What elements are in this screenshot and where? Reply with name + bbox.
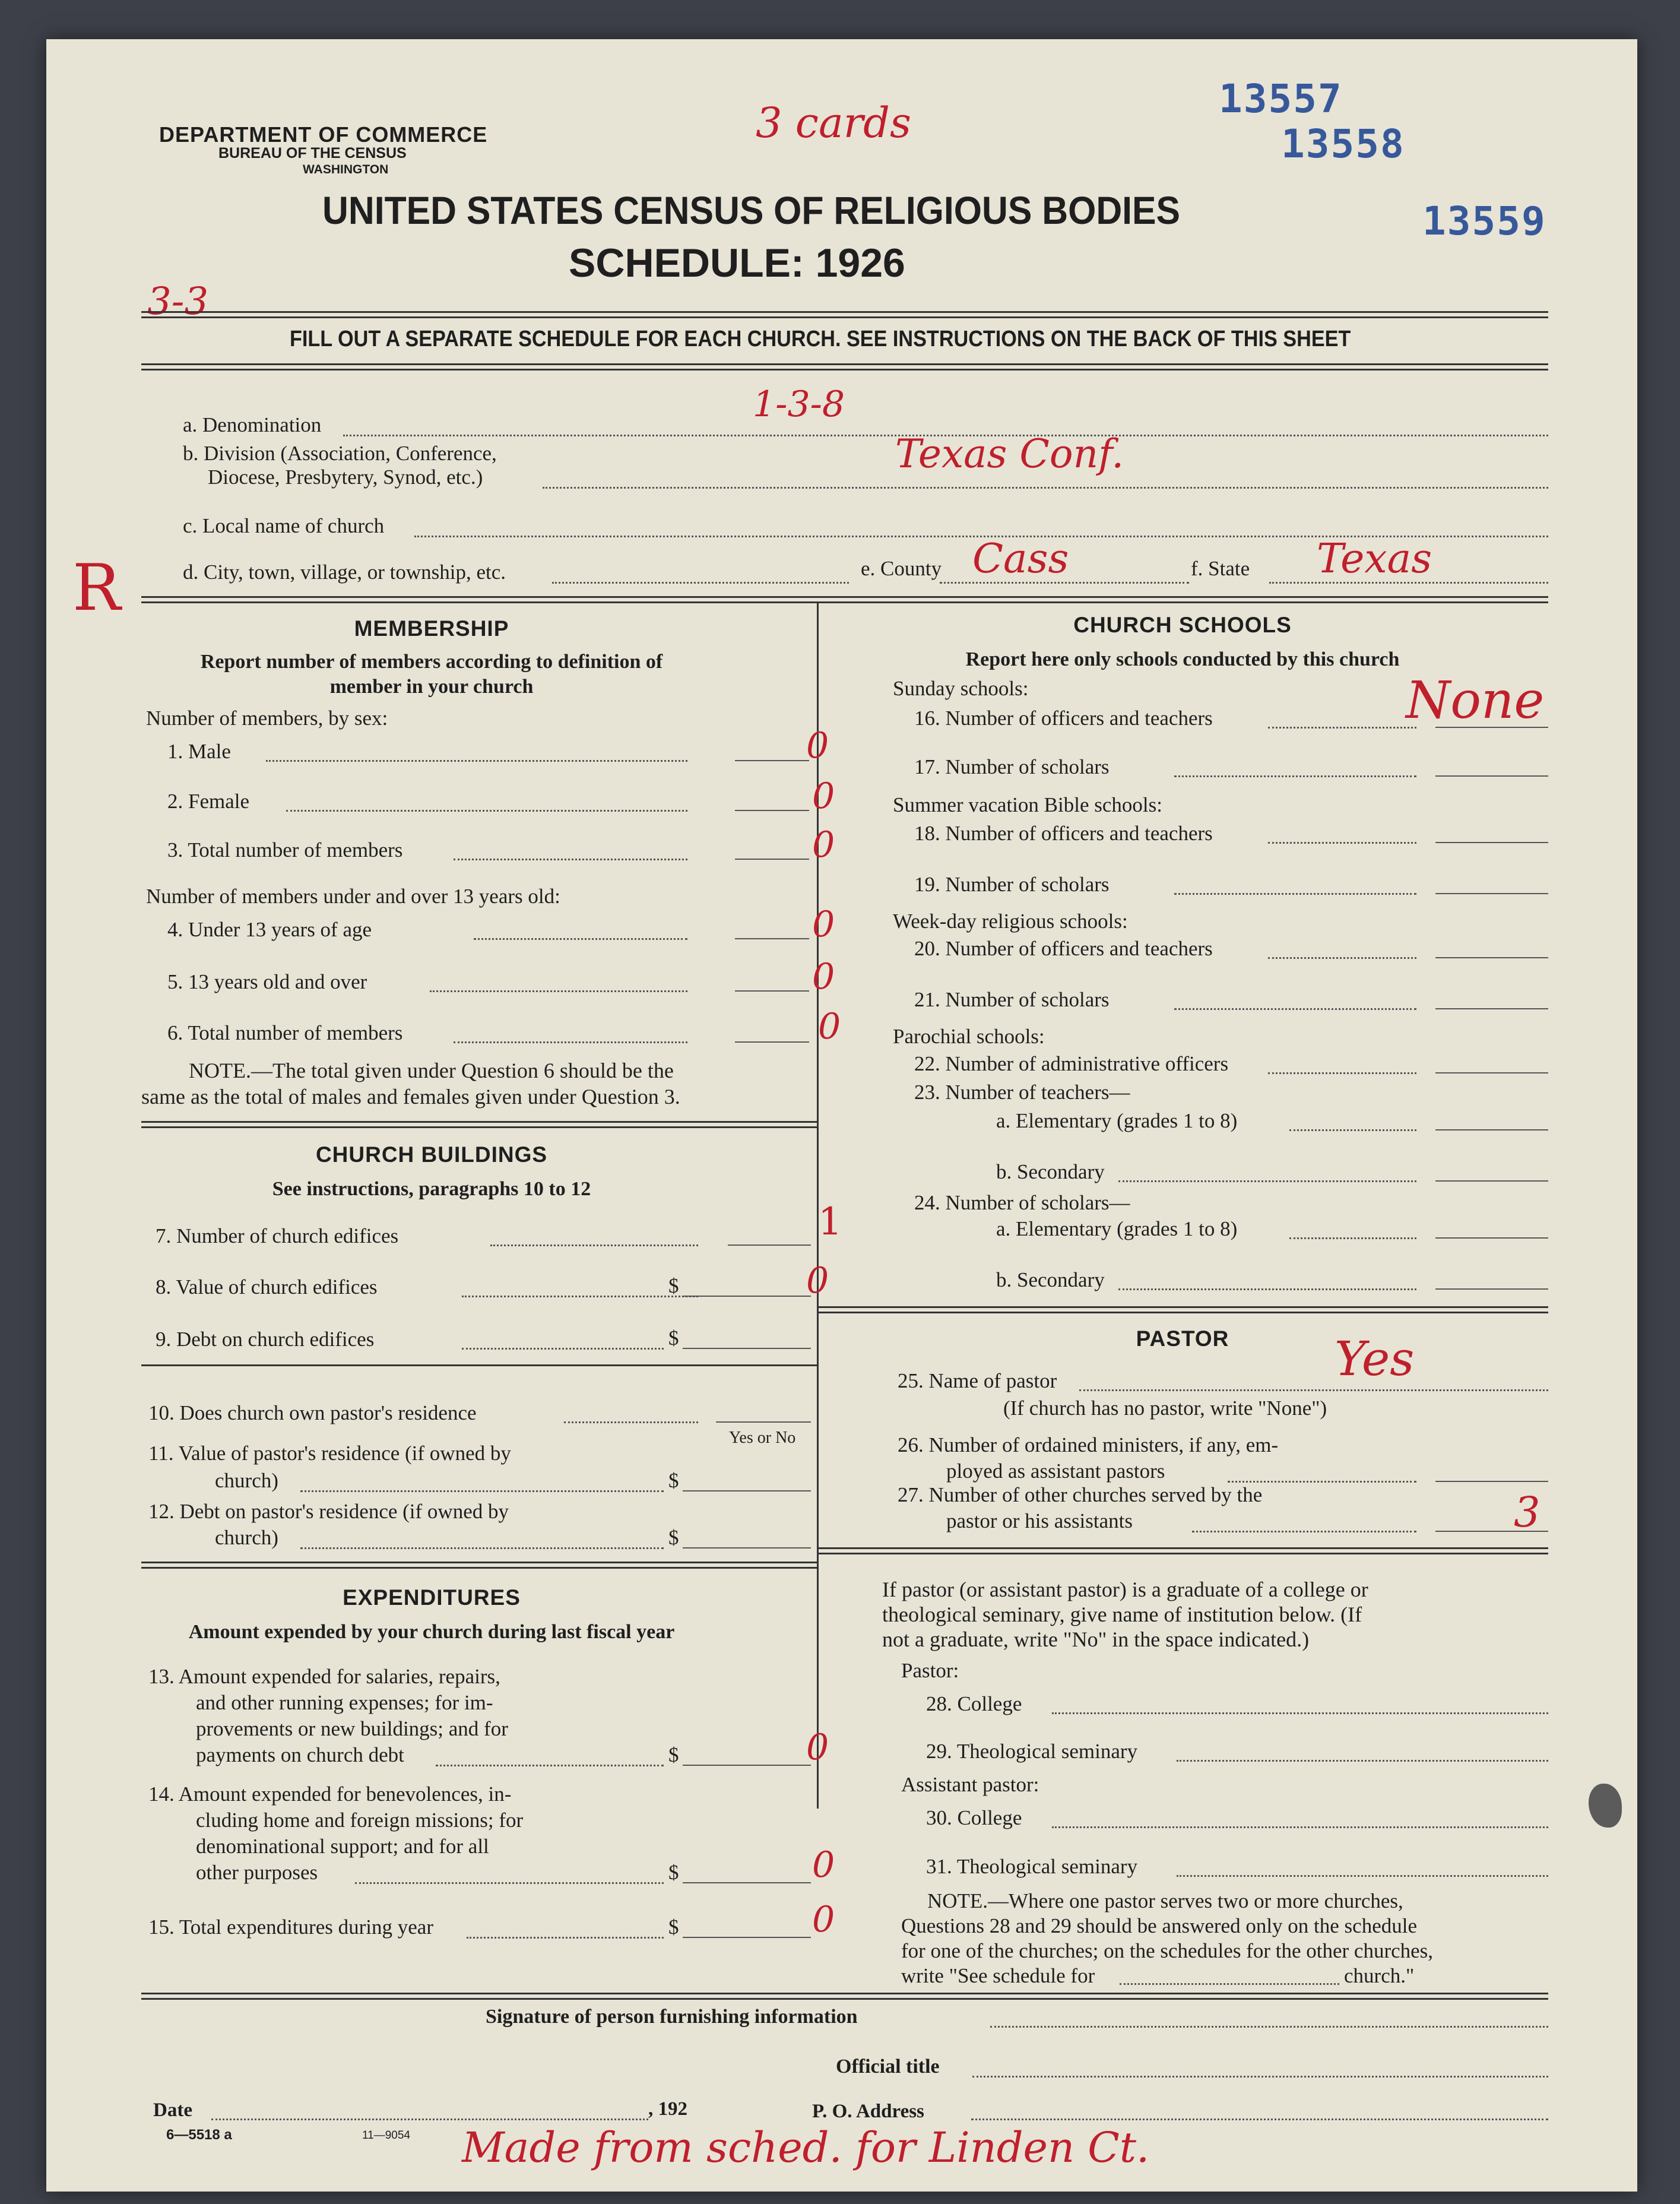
rule <box>817 1306 1548 1313</box>
q7-dots <box>490 1244 698 1246</box>
q24b-dots <box>1118 1288 1416 1290</box>
form-number: 6—5518 a <box>166 2127 232 2143</box>
q6-label: 6. Total number of members <box>167 1021 403 1044</box>
q26-dots <box>1228 1481 1416 1483</box>
q15-label: 15. Total expenditures during year <box>148 1915 433 1939</box>
q21-dots <box>1174 1008 1416 1010</box>
q7-answer-line <box>728 1244 811 1246</box>
q11-dollar: $ <box>668 1469 679 1492</box>
rule <box>141 1562 817 1569</box>
pastor-note-end: church." <box>1344 1964 1415 1987</box>
city-field-line[interactable] <box>552 582 849 584</box>
q24a-dots <box>1289 1237 1416 1239</box>
form-title: UNITED STATES CENSUS OF RELIGIOUS BODIES <box>322 188 1181 232</box>
by-age-label: Number of members under and over 13 years old: <box>146 885 560 908</box>
q12-dollar: $ <box>668 1526 679 1549</box>
rule <box>141 1121 817 1128</box>
pastor-note-cont-1: Questions 28 and 29 should be answered only on the schedule <box>901 1914 1418 1937</box>
q13-value[interactable]: 0 <box>806 1727 829 1768</box>
denomination-label: a. Denomination <box>183 413 322 436</box>
division-line <box>543 487 1548 489</box>
department-label: DEPARTMENT OF COMMERCE <box>159 122 488 147</box>
q12-answer-line[interactable] <box>683 1547 811 1548</box>
q28-label: 28. College <box>926 1692 1022 1715</box>
q3-label: 3. Total number of members <box>167 838 403 862</box>
q23b-answer-line[interactable] <box>1435 1180 1548 1182</box>
q8-dots <box>462 1296 698 1297</box>
membership-intro: Report number of members according to definition of <box>200 651 663 673</box>
q30-label: 30. College <box>926 1806 1022 1829</box>
q9-dollar: $ <box>668 1326 679 1350</box>
q4-dots <box>474 938 687 940</box>
q11-label: 11. Value of pastor's residence (if owned by <box>148 1442 511 1465</box>
see-schedule-line[interactable] <box>1120 1983 1339 1985</box>
q4-value[interactable]: 0 <box>812 904 835 945</box>
signature-line[interactable] <box>990 2026 1548 2028</box>
q24-label: 24. Number of scholars— <box>914 1191 1130 1214</box>
q14-dots <box>355 1882 664 1884</box>
form-subtitle: SCHEDULE: 1926 <box>569 240 905 286</box>
q1-value[interactable]: 0 <box>806 725 829 767</box>
q20-answer-line[interactable] <box>1435 957 1548 958</box>
code-note: 3-3 <box>147 280 209 324</box>
membership-note: NOTE.—The total given under Question 6 should be the <box>189 1059 674 1082</box>
q24a-label: a. Elementary (grades 1 to 8) <box>996 1217 1238 1240</box>
q19-answer-line[interactable] <box>1435 893 1548 894</box>
q25-note: (If church has no pastor, write "None") <box>1003 1396 1327 1420</box>
q29-line[interactable] <box>1177 1760 1548 1762</box>
pastor-heading: PASTOR <box>1136 1326 1229 1351</box>
q2-dots <box>286 810 687 812</box>
schools-heading: CHURCH SCHOOLS <box>1073 613 1292 637</box>
paper-damage-spot <box>1589 1784 1622 1828</box>
q7-label: 7. Number of church edifices <box>156 1224 399 1247</box>
q6-value[interactable]: 0 <box>818 1006 841 1047</box>
q6-dots <box>454 1041 687 1043</box>
q1-label: 1. Male <box>167 740 231 763</box>
q23-label: 23. Number of teachers— <box>914 1081 1130 1104</box>
assistant-sub-label: Assistant pastor: <box>901 1773 1039 1796</box>
q11-label-cont: church) <box>215 1469 278 1492</box>
q22-label: 22. Number of administrative officers <box>914 1052 1229 1075</box>
expenditures-sub: Amount expended by your church during last fiscal year <box>188 1621 675 1643</box>
q25-line <box>1079 1389 1548 1391</box>
q12-dots <box>300 1547 664 1549</box>
q3-answer-line <box>735 859 809 860</box>
q17-label: 17. Number of scholars <box>914 755 1110 778</box>
rule <box>817 1547 1548 1554</box>
q14-label-cont-2: denominational support; and for all <box>196 1835 489 1858</box>
division-label-cont: Diocese, Presbytery, Synod, etc.) <box>208 466 483 489</box>
membership-note-cont: same as the total of males and females given under Question 3. <box>141 1085 680 1109</box>
rule <box>141 1993 1548 2000</box>
q11-answer-line[interactable] <box>683 1490 811 1492</box>
q20-label: 20. Number of officers and teachers <box>914 937 1213 960</box>
q27-dots <box>1192 1531 1416 1532</box>
census-schedule-sheet <box>46 39 1637 2192</box>
q9-dots <box>462 1348 664 1350</box>
q24a-answer-line[interactable] <box>1435 1237 1548 1239</box>
sunday-label: Sunday schools: <box>893 677 1029 700</box>
q20-dots <box>1268 957 1416 959</box>
instruction-banner: FILL OUT A SEPARATE SCHEDULE FOR EACH CHURCH. SEE INSTRUCTIONS ON THE BACK OF THIS SHEET <box>290 327 1351 352</box>
stamp-number-2: 13558 <box>1281 121 1405 167</box>
q13-label-cont-1: and other running expenses; for im- <box>196 1691 493 1714</box>
q16-label: 16. Number of officers and teachers <box>914 707 1213 730</box>
parochial-label: Parochial schools: <box>893 1025 1045 1048</box>
county-value[interactable]: Cass <box>972 536 1069 582</box>
q24b-answer-line[interactable] <box>1435 1288 1548 1290</box>
q23a-label: a. Elementary (grades 1 to 8) <box>996 1109 1238 1132</box>
bureau-label: BUREAU OF THE CENSUS <box>218 145 407 162</box>
q14-label-cont-1: cluding home and foreign missions; for <box>196 1809 524 1832</box>
q5-value[interactable]: 0 <box>812 956 835 998</box>
rule <box>141 1364 817 1366</box>
signature-label: Signature of person furnishing information <box>486 2006 858 2028</box>
q21-answer-line[interactable] <box>1435 1008 1548 1009</box>
q4-answer-line <box>735 938 809 939</box>
review-mark: R <box>72 551 121 625</box>
church-name-label: c. Local name of church <box>183 514 385 537</box>
po-address-line[interactable] <box>971 2118 1548 2120</box>
state-label: f. State <box>1191 557 1250 580</box>
q2-label: 2. Female <box>167 790 250 813</box>
q25-value[interactable]: Yes <box>1335 1331 1415 1386</box>
q14-answer-line <box>683 1882 811 1883</box>
official-title-line[interactable] <box>972 2076 1548 2078</box>
q2-answer-line <box>735 810 809 811</box>
q5-answer-line <box>735 990 809 992</box>
q13-dollar: $ <box>668 1743 679 1766</box>
q21-label: 21. Number of scholars <box>914 988 1110 1011</box>
q30-line[interactable] <box>1052 1826 1548 1828</box>
q7-value[interactable]: 1 <box>818 1200 842 1244</box>
pastor-note-cont-3: write "See schedule for <box>901 1964 1095 1987</box>
q1-answer-line <box>735 760 809 761</box>
q18-dots <box>1268 842 1416 844</box>
pastor-note-cont-2: for one of the churches; on the schedules for the other churches, <box>901 1939 1434 1962</box>
q31-label: 31. Theological seminary <box>926 1855 1138 1878</box>
q12-label-cont: church) <box>215 1526 278 1549</box>
official-title-label: Official title <box>836 2056 940 2078</box>
q8-answer-line <box>683 1296 811 1297</box>
denomination-value[interactable]: 1-3-8 <box>753 384 845 425</box>
city-label: WASHINGTON <box>303 163 389 176</box>
q13-dots <box>436 1765 664 1766</box>
q14-label: 14. Amount expended for benevolences, in- <box>148 1782 512 1806</box>
q2-value[interactable]: 0 <box>812 775 835 817</box>
q27-label-cont: pastor or his assistants <box>946 1509 1133 1532</box>
weekday-label: Week-day religious schools: <box>893 910 1128 933</box>
q31-line[interactable] <box>1177 1875 1548 1877</box>
rule <box>141 363 1548 370</box>
cards-note: 3 cards <box>756 99 911 147</box>
date-label: Date <box>153 2100 192 2121</box>
q27-label: 27. Number of other churches served by the <box>898 1483 1263 1506</box>
q11-dots <box>300 1490 664 1492</box>
expenditures-heading: EXPENDITURES <box>343 1585 521 1610</box>
stamp-number-3: 13559 <box>1422 198 1546 244</box>
print-number: 11—9054 <box>362 2129 410 2142</box>
q18-label: 18. Number of officers and teachers <box>914 822 1213 845</box>
graduate-instructions-cont-1: theological seminary, give name of institution below. (If <box>882 1603 1362 1626</box>
q10-dots <box>564 1421 698 1423</box>
q8-label: 8. Value of church edifices <box>156 1275 378 1299</box>
handwritten-footer-note: Made from sched. for Linden Ct. <box>462 2123 1150 2172</box>
division-value[interactable]: Texas Conf. <box>895 431 1124 477</box>
q14-label-cont-3: other purposes <box>196 1861 318 1884</box>
q23b-dots <box>1118 1180 1416 1182</box>
q3-value[interactable]: 0 <box>812 824 835 866</box>
q15-value[interactable]: 0 <box>812 1899 835 1940</box>
date-year-label: , 192 <box>648 2098 687 2120</box>
by-sex-label: Number of members, by sex: <box>146 707 388 730</box>
q22-answer-line[interactable] <box>1435 1072 1548 1074</box>
q1-dots <box>266 760 687 762</box>
q8-dollar: $ <box>668 1274 679 1297</box>
q3-dots <box>454 859 687 860</box>
pastor-sub-label: Pastor: <box>901 1659 959 1682</box>
q13-answer-line <box>683 1765 811 1766</box>
q23b-label: b. Secondary <box>996 1160 1105 1183</box>
q26-label-cont: ployed as assistant pastors <box>946 1459 1165 1483</box>
q29-label: 29. Theological seminary <box>926 1740 1138 1763</box>
q19-label: 19. Number of scholars <box>914 873 1110 896</box>
q6-answer-line <box>735 1041 809 1043</box>
q17-answer-line[interactable] <box>1435 775 1548 777</box>
graduate-instructions: If pastor (or assistant pastor) is a graduate of a college or <box>882 1578 1368 1601</box>
q24b-label: b. Secondary <box>996 1268 1105 1291</box>
q5-dots <box>430 990 687 992</box>
q19-dots <box>1174 893 1416 895</box>
membership-intro-cont: member in your church <box>329 676 534 698</box>
q27-value[interactable]: 3 <box>1514 1488 1540 1537</box>
rule <box>141 596 1548 603</box>
q26-label: 26. Number of ordained ministers, if any, em- <box>898 1433 1279 1456</box>
summer-label: Summer vacation Bible schools: <box>893 793 1162 816</box>
q16-value[interactable]: None <box>1406 671 1545 730</box>
q9-label: 9. Debt on church edifices <box>156 1328 375 1351</box>
buildings-heading: CHURCH BUILDINGS <box>315 1142 548 1167</box>
q15-dots <box>467 1937 664 1939</box>
q28-line[interactable] <box>1052 1712 1548 1714</box>
po-address-label: P. O. Address <box>812 2101 924 2122</box>
q23a-dots <box>1289 1129 1416 1131</box>
q10-label: 10. Does church own pastor's residence <box>148 1401 477 1424</box>
q18-answer-line[interactable] <box>1435 842 1548 843</box>
rule <box>141 311 1548 318</box>
division-label: b. Division (Association, Conference, <box>183 442 497 465</box>
county-label: e. County <box>861 557 942 580</box>
q25-label: 25. Name of pastor <box>898 1369 1057 1392</box>
q16-dots <box>1268 727 1416 729</box>
date-line[interactable] <box>211 2118 648 2120</box>
q14-value[interactable]: 0 <box>812 1844 835 1886</box>
q9-answer-line[interactable] <box>683 1348 811 1349</box>
q13-label-cont-3: payments on church debt <box>196 1743 404 1766</box>
buildings-sub: See instructions, paragraphs 10 to 12 <box>272 1178 591 1200</box>
q13-label: 13. Amount expended for salaries, repairs, <box>148 1665 500 1688</box>
q17-dots <box>1174 775 1416 777</box>
schools-sub: Report here only schools conducted by this church <box>965 648 1400 670</box>
yes-no-hint: Yes or No <box>729 1429 796 1447</box>
membership-heading: MEMBERSHIP <box>354 616 509 641</box>
city-field-label: d. City, town, village, or township, etc. <box>183 560 506 584</box>
q8-value[interactable]: 0 <box>806 1260 829 1302</box>
q15-dollar: $ <box>668 1915 679 1939</box>
pastor-note: NOTE.—Where one pastor serves two or more churches, <box>927 1889 1403 1912</box>
q15-answer-line <box>683 1937 811 1938</box>
q22-dots <box>1268 1072 1416 1074</box>
q14-dollar: $ <box>668 1861 679 1884</box>
state-value[interactable]: Texas <box>1317 536 1432 582</box>
q4-label: 4. Under 13 years of age <box>167 918 372 941</box>
q10-answer-line[interactable] <box>716 1421 811 1423</box>
q5-label: 5. 13 years old and over <box>167 970 367 993</box>
q12-label: 12. Debt on pastor's residence (if owned by <box>148 1500 509 1523</box>
stamp-number-1: 13557 <box>1219 76 1343 122</box>
q26-answer-line[interactable] <box>1435 1481 1548 1482</box>
graduate-instructions-cont-2: not a graduate, write "No" in the space indicated.) <box>882 1627 1310 1651</box>
q13-label-cont-2: provements or new buildings; and for <box>196 1717 508 1740</box>
q23a-answer-line[interactable] <box>1435 1129 1548 1130</box>
